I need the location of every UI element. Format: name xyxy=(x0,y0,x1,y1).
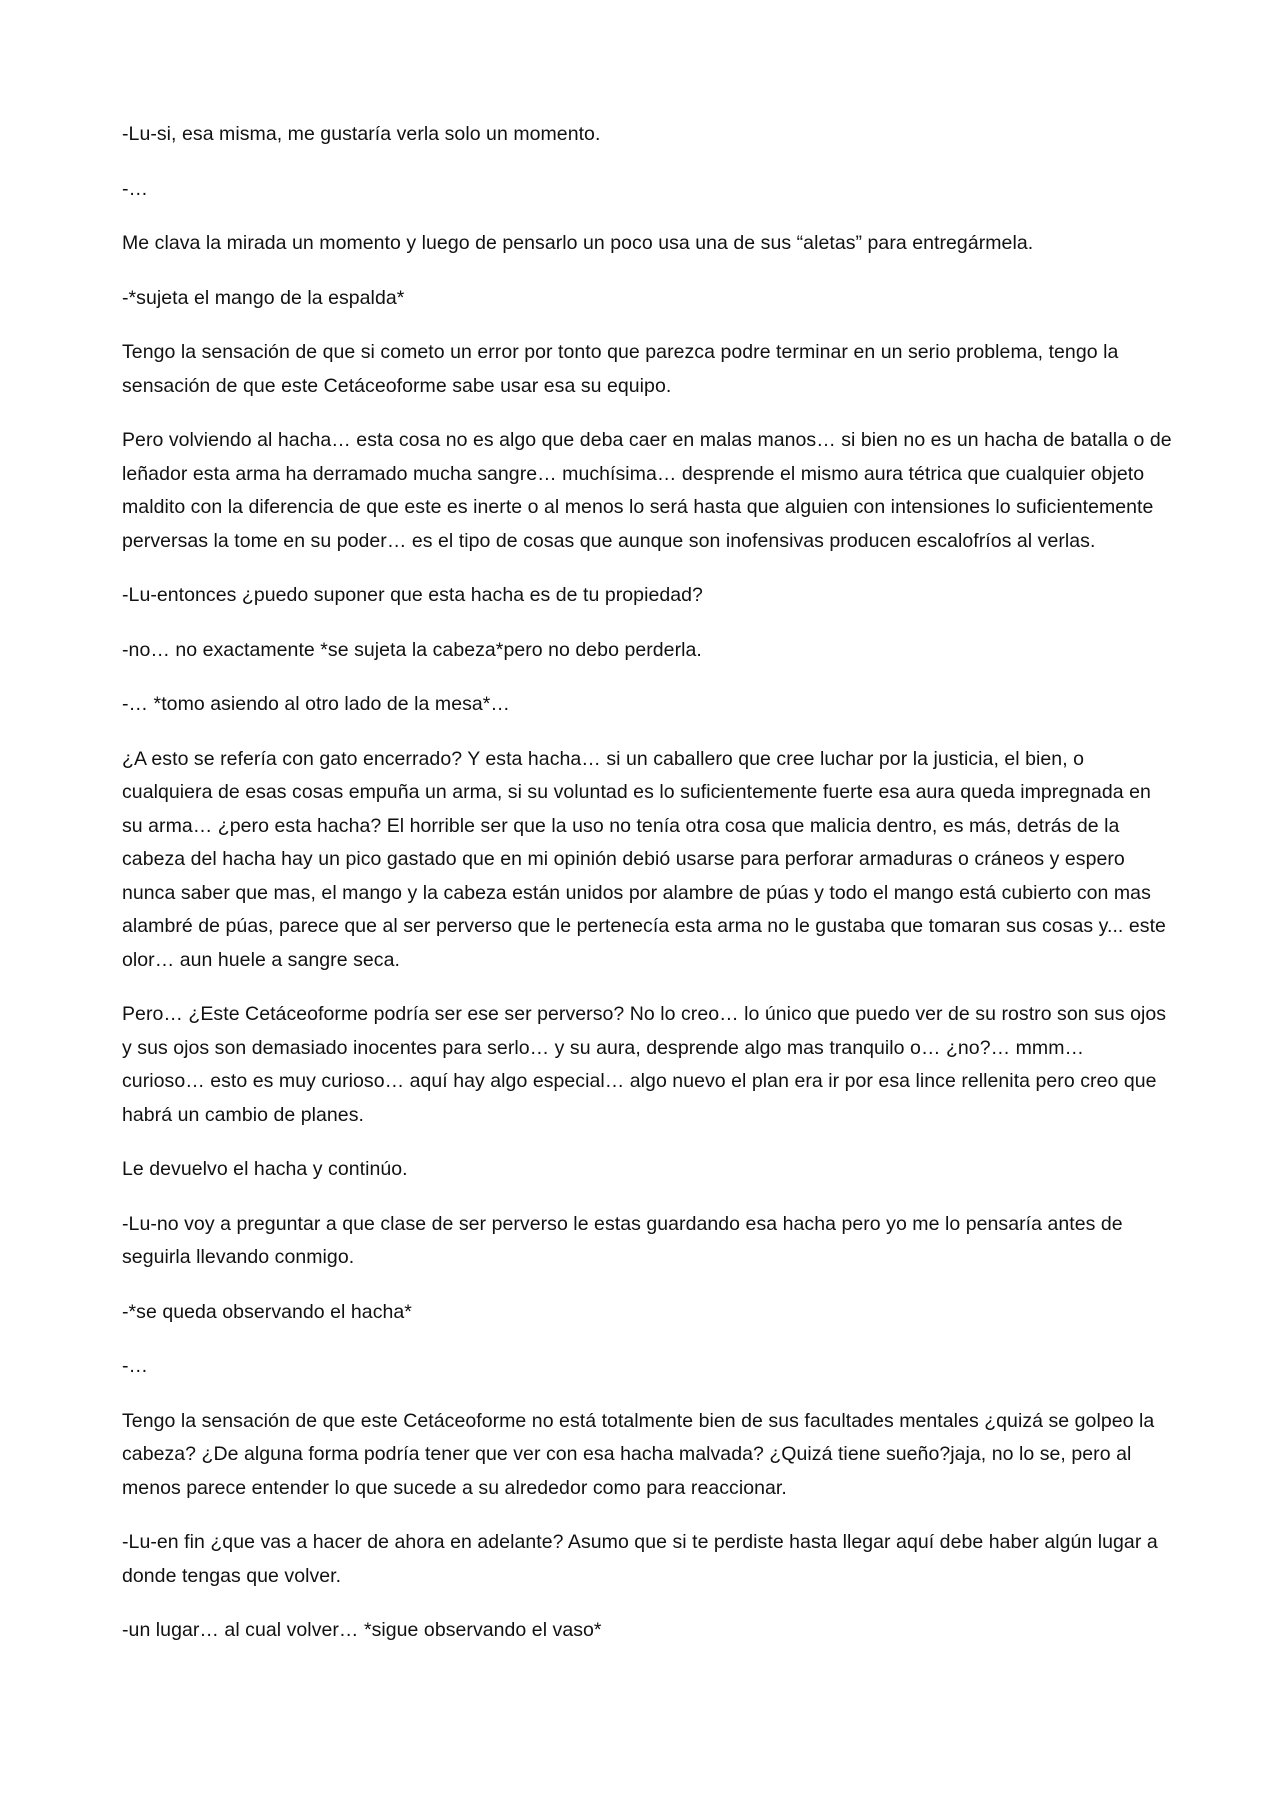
paragraph: Me clava la mirada un momento y luego de pensarlo un poco usa una de sus “aletas” para entregármela. xyxy=(122,232,1034,254)
paragraph: -no… no exactamente *se sujeta la cabeza*pero no debo perderla. xyxy=(122,638,702,661)
paragraph: Pero… ¿Este Cetáceoforme podría ser ese ser perverso? No lo creo… lo único que puedo ver de su rostro son sus ojos y sus ojos son demasiado inocentes para serlo… y su aura, desprende algo mas tranquilo o… ¿no?… mmm… curioso… esto es muy curioso… aquí hay algo especial… algo nuevo el plan era ir por esa lince rellenita pero creo que habrá un cambio de planes. xyxy=(122,1003,1167,1126)
paragraph: -Lu-no voy a preguntar a que clase de ser perverso le estas guardando esa hacha pero yo me lo pensaría antes de seguirla llevando conmigo. xyxy=(122,1212,1123,1268)
paragraph: -Lu-si, esa misma, me gustaría verla solo un momento. xyxy=(122,123,601,145)
paragraph: ¿A esto se refería con gato encerrado? Y esta hacha… si un caballero que cree luchar por la justicia, el bien, o cualquiera de esas cosas empuña un arma, si su voluntad es lo suficientemente fuerte esa aura queda impregnada en su arma… ¿pero esta hacha? El horrible ser que la uso no tenía otra cosa que malicia dentro, es más, detrás de la cabeza del hacha hay un pico gastado que en mi opinión debió usarse para perforar armaduras o cráneos y espero nunca saber que mas, el mango y la cabeza están unidos por alambre de púas y todo el mango está cubierto con mas alambré de púas, parece que al ser perverso que le pertenecía esta arma no le gustaba que tomaran sus cosas y... este olor… aun huele a sangre seca. xyxy=(122,747,1166,971)
paragraph: -… *tomo asiendo al otro lado de la mesa*… xyxy=(122,693,510,715)
paragraph: Le devuelvo el hacha y continúo. xyxy=(122,1158,408,1180)
paragraph: Tengo la sensación de que si cometo un error por tonto que parezca podre terminar en un serio problema, tengo la sensación de que este Cetáceoforme sabe usar esa su equipo. xyxy=(122,341,1119,397)
paragraph: -*se queda observando el hacha* xyxy=(122,1300,412,1323)
paragraph: -un lugar… al cual volver… *sigue observando el vaso* xyxy=(122,1619,602,1641)
paragraph: -… xyxy=(122,1355,149,1377)
paragraph: Tengo la sensación de que este Cetáceoforme no está totalmente bien de sus facultades mentales ¿quizá se golpeo la cabeza? ¿De alguna forma podría tener que ver con esa hacha malvada? ¿Quizá tiene sueño?jaja, no lo se, pero al menos parece entender lo que sucede a su alrededor como para reaccionar. xyxy=(122,1409,1155,1499)
paragraph: -Lu-entonces ¿puedo suponer que esta hacha es de tu propiedad? xyxy=(122,584,703,606)
paragraph: Pero volviendo al hacha… esta cosa no es algo que deba caer en malas manos… si bien no es un hacha de batalla o de leñador esta arma ha derramado mucha sangre… muchísima… desprende el mismo aura tétrica que cualquier objeto maldito con la diferencia de que este es inerte o al menos lo será hasta que alguien con intensiones lo suficientemente perversas la tome en su poder… es el tipo de cosas que aunque son inofensivas producen escalofríos al verlas. xyxy=(122,429,1172,552)
paragraph: -… xyxy=(122,177,149,200)
paragraph: -*sujeta el mango de la espalda* xyxy=(122,286,405,309)
paragraph: -Lu-en fin ¿que vas a hacer de ahora en adelante? Asumo que si te perdiste hasta llegar aquí debe haber algún lugar a donde tengas que volver. xyxy=(122,1531,1158,1587)
document-body xyxy=(122,118,1172,1669)
